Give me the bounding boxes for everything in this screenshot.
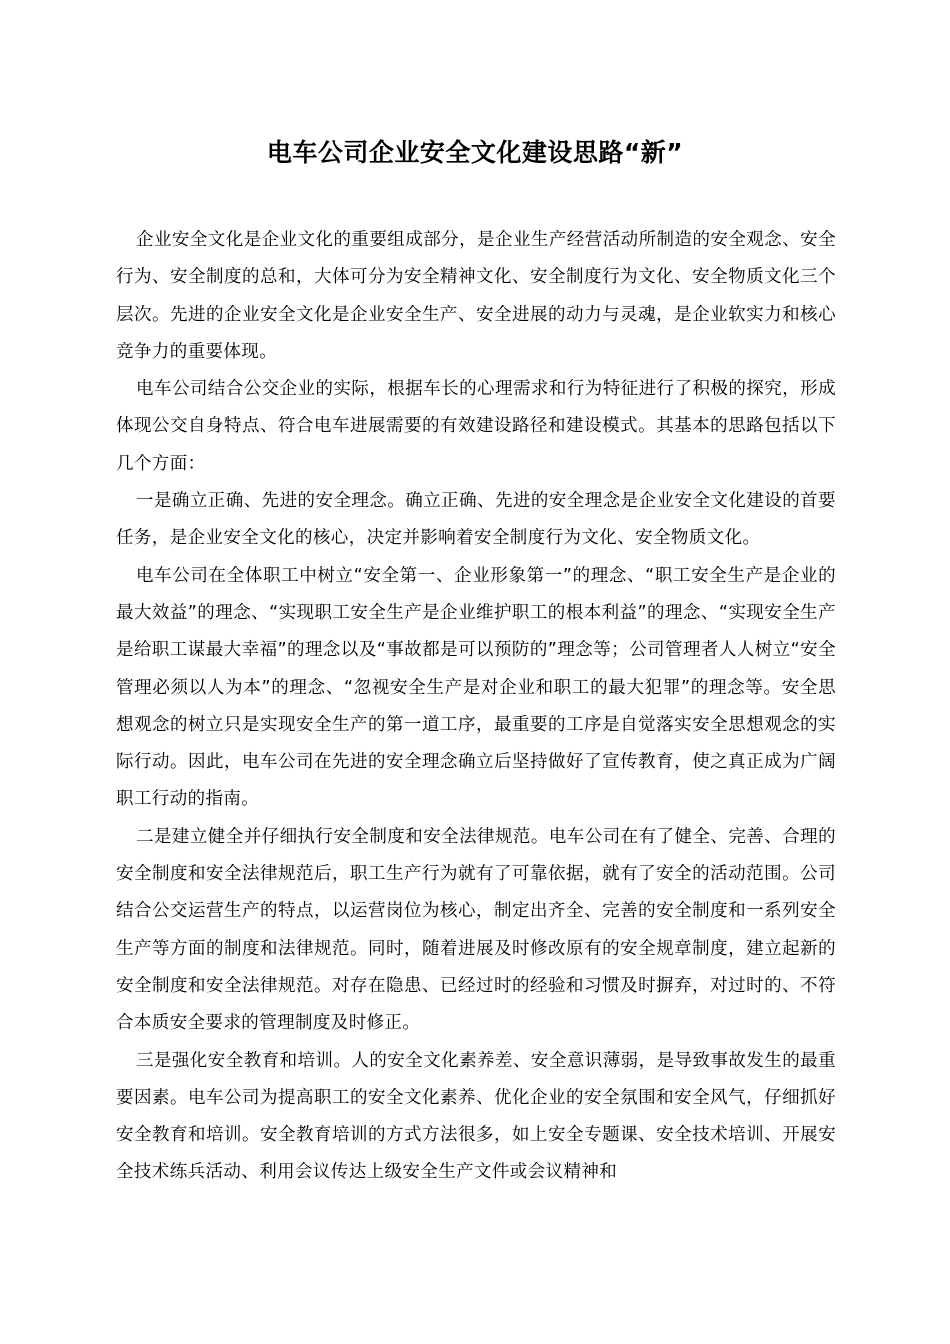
- paragraph-point-one: 一是确立正确、先进的安全理念。确立正确、先进的安全理念是企业安全文化建设的首要任务，是企业安全文化的核心，决定并影响着安全制度行为文化、安全物质文化。: [116, 491, 836, 549]
- paragraph-point-two: 二是建立健全并仔细执行安全制度和安全法律规范。电车公司在有了健全、完善、合理的安全制度和安全法律规范后，职工生产行为就有了可靠依据，就有了安全的活动范围。公司结合公交运营生产的特点，以运营岗位为核心，制定出齐全、完善的安全制度和一系列安全生产等方面的制度和法律规范。同时，随着进展及时修改原有的安全规章制度，建立起新的安全制度和安全法律规范。对存在隐患、已经过时的经验和习惯及时摒弃，对过时的、不符合本质安全要求的管理制度及时修正。: [116, 826, 836, 1034]
- document-body: [116, 222, 836, 1192]
- paragraph-safety-concepts: 电车公司在全体职工中树立“安全第一、企业形象第一”的理念、“职工安全生产是企业的最大效益”的理念、“实现职工安全生产是企业维护职工的根本利益”的理念、“实现安全生产是给职工谋最大幸福”的理念以及“事故都是可以预防的”理念等；公司管理者人人树立“安全管理必须以人为本”的理念、“忽视安全生产是对企业和职工的最大犯罪”的理念等。安全思想观念的树立只是实现安全生产的第一道工序，最重要的工序是自觉落实安全思想观念的实际行动。因此，电车公司在先进的安全理念确立后坚持做好了宣传教育，使之真正成为广阔职工行动的指南。: [116, 565, 836, 810]
- paragraph-point-three: 三是强化安全教育和培训。人的安全文化素养差、安全意识薄弱，是导致事故发生的最重要因素。电车公司为提高职工的安全文化素养、优化企业的安全氛围和安全风气，仔细抓好安全教育和培训。安全教育培训的方式方法很多，如上安全专题课、安全技术培训、开展安全技术练兵活动、利用会议传达上级安全生产文件或会议精神和: [116, 1050, 836, 1183]
- paragraph-intro: 企业安全文化是企业文化的重要组成部分，是企业生产经营活动所制造的安全观念、安全行为、安全制度的总和，大体可分为安全精神文化、安全制度行为文化、安全物质文化三个层次。先进的企业安全文化是企业安全生产、安全进展的动力与灵魂，是企业软实力和核心竞争力的重要体现。: [116, 230, 836, 362]
- paragraph-approach: 电车公司结合公交企业的实际，根据车长的心理需求和行为特征进行了积极的探究，形成体现公交自身特点、符合电车进展需要的有效建设路径和建设模式。其基本的思路包括以下几个方面：: [116, 379, 836, 474]
- document-title: 电车公司企业安全文化建设思路“新”: [266, 138, 684, 167]
